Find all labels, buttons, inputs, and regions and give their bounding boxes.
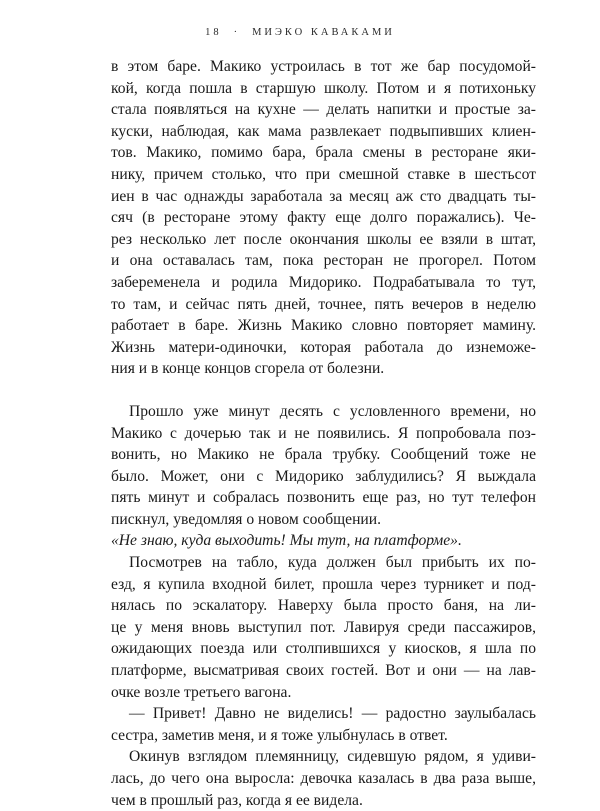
- text-line: куски, наблюдая, как мама развлекает подвыпивших клиен-: [111, 122, 536, 140]
- text-line: забеременела и родила Мидорико. Подрабатывала то тут,: [111, 273, 536, 291]
- text-line: сяч (в ресторане этому факту еще долго поражались). Че-: [111, 209, 536, 227]
- text-message-line: «Не знаю, куда выходить! Мы тут, на платформе».: [111, 532, 462, 550]
- text-line: нику, причем столько, что при смешной ставке в шестьсот: [111, 165, 536, 183]
- text-line: Жизнь матери-одиночки, которая работала до изнеможе-: [111, 338, 536, 356]
- text-line: очке возле третьего вагона.: [111, 683, 292, 701]
- text-line: кой, когда пошла в старшую школу. Потом и я потихоньку: [111, 79, 536, 97]
- text-line: было. Может, они с Мидорико заблудились? Я выждала: [111, 467, 536, 485]
- text-line: вонить, но Макико не брала трубку. Сообщений тоже не: [111, 446, 536, 464]
- text-line: езд, я купила входной билет, прошла через турникет и под-: [111, 575, 536, 593]
- text-line: пять минут и собралась позвонить еще раз, но тут телефон: [111, 489, 536, 507]
- text-line: то там, и сейчас пять дней, точнее, пять вечеров в неделю: [111, 295, 536, 313]
- running-head: [0, 27, 600, 38]
- page-number: 18: [205, 27, 222, 38]
- text-line: Прошло уже минут десять с условленного времени, но: [129, 402, 536, 420]
- text-line: Макико с дочерью так и не появились. Я попробовала поз-: [111, 424, 536, 442]
- text-line: платформе, высматривая своих гостей. Вот и они — на лав-: [111, 662, 536, 680]
- text-line: ожидающих поезда или столпившихся у киосков, я шла по: [111, 640, 536, 658]
- text-line: ния и в конце концов сгорела от болезни.: [111, 360, 385, 378]
- text-line: це у меня вновь выступил пот. Лавируя среди пассажиров,: [111, 618, 536, 636]
- book-author: МИЭКО КАВАКАМИ: [252, 27, 395, 38]
- text-line: чем в прошлый раз, когда я ее видела.: [111, 791, 363, 809]
- text-line: Посмотрев на табло, куда должен был прибыть их по-: [129, 554, 536, 572]
- text-line: стала появляться на кухне — делать напитки и простые за-: [111, 101, 536, 119]
- text-line: лась, до чего она выросла: девочка казалась в два раза выше,: [111, 770, 536, 787]
- text-line: рез несколько лет после окончания школы ее взяли в штат,: [111, 230, 536, 248]
- paragraph-3-message: [111, 530, 536, 552]
- text-line: иен в час однажды заработала за месяц аж сто двадцать ты-: [111, 187, 536, 205]
- body-text: [111, 56, 536, 811]
- text-line: Окинув взглядом племянницу, сидевшую рядом, я удиви-: [129, 748, 536, 766]
- text-line: работает в баре. Жизнь Макико словно повторяет мамину.: [111, 317, 536, 335]
- paragraph-6: [111, 746, 536, 811]
- paragraph-break: [111, 380, 536, 401]
- paragraph-1: [111, 56, 536, 380]
- text-line: — Привет! Давно не виделись! — радостно заулыбалась: [129, 705, 536, 723]
- paragraph-4: [111, 552, 536, 703]
- text-line: пискнул, уведомляя о новом сообщении.: [111, 510, 382, 528]
- text-line: тов. Макико, помимо бара, брала смены в ресторане яки-: [111, 144, 536, 162]
- text-line: сестра, заметив меня, и я тоже улыбнулась в ответ.: [111, 726, 448, 744]
- header-separator: ·: [233, 27, 241, 38]
- text-line: нялась по эскалатору. Наверху была просто баня, на ли-: [111, 597, 536, 615]
- text-line: в этом баре. Макико устроилась в тот же бар посудомой-: [111, 58, 536, 75]
- paragraph-2: [111, 401, 536, 531]
- paragraph-5: [111, 703, 536, 746]
- text-line: и она оставалась там, пока ресторан не прогорел. Потом: [111, 252, 536, 270]
